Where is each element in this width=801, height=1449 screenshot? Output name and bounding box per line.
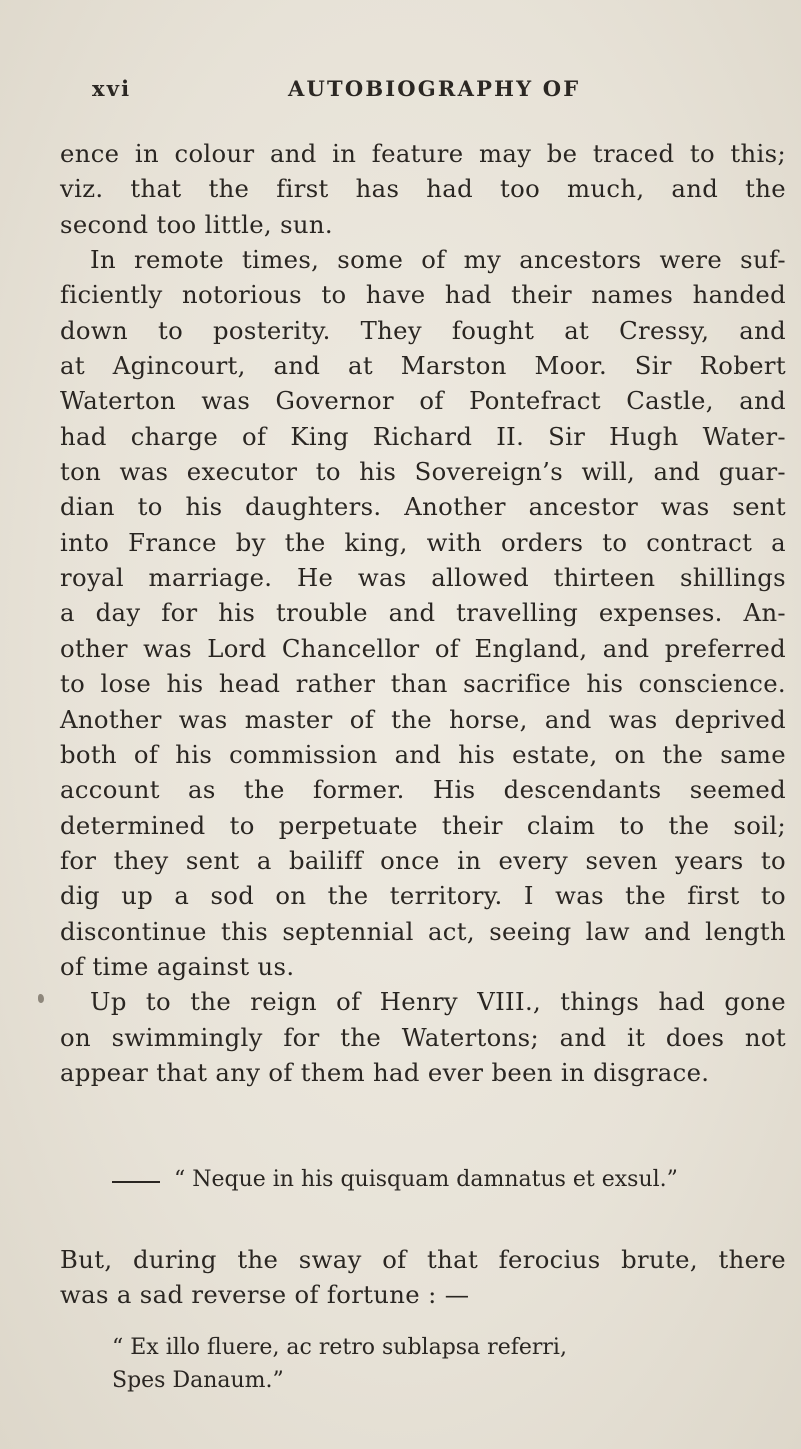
text-line: a day for his trouble and travelling expenses. An- [60,598,786,628]
text-line: ton was executor to his Sovereign’s will, and guar- [60,457,786,487]
page-number: xvi [92,76,132,101]
text-line: down to posterity. They fought at Cressy, and [60,315,786,345]
text-line: But, during the sway of that ferocius brute, there [60,1245,786,1274]
running-head [92,76,712,106]
running-title: AUTOBIOGRAPHY OF [288,76,581,101]
text-line: Another was master of the horse, and was deprived [60,704,786,734]
text-line: Waterton was Governor of Pontefract Castle, and [60,386,786,416]
text-line: dian to his daughters. Another ancestor was sent [60,492,786,522]
text-line: was a sad reverse of fortune : — [60,1280,470,1310]
text-line: In remote times, some of my ancestors were suf- [90,245,786,275]
text-line: discontinue this septennial act, seeing law and length [60,916,786,946]
body-text-continued [60,1242,786,1313]
text-line: to lose his head rather than sacrifice his conscience. [60,669,786,699]
text-line: ficiently notorious to have had their names handed [60,280,786,310]
ink-speck [38,994,44,1003]
text-line: dig up a sod on the territory. I was the first to [60,881,786,911]
quotation-line: “ Ex illo fluere, ac retro sublapsa referri, [112,1335,567,1360]
text-line: at Agincourt, and at Marston Moor. Sir Robert [60,351,786,381]
text-line: Up to the reign of Henry VIII., things had gone [90,987,786,1017]
text-line: on swimmingly for the Watertons; and it does not [60,1022,786,1052]
text-line: second too little, sun. [60,209,333,239]
latin-quotation [112,1167,792,1192]
text-line: ence in colour and in feature may be traced to this; [60,139,786,168]
text-line: had charge of King Richard II. Sir Hugh Water- [60,421,786,451]
text-line: both of his commission and his estate, on the same [60,739,786,769]
latin-quotation-virgil [112,1331,792,1397]
quotation-text: “ Neque in his quisquam damnatus et exsul.” [174,1167,678,1192]
text-line: viz. that the first has had too much, and the [60,174,786,204]
text-line: of time against us. [60,951,295,981]
body-text [60,136,786,1090]
text-line: account as the former. His descendants seemed [60,775,786,805]
text-line: royal marriage. He was allowed thirteen shillings [60,563,786,593]
text-line: appear that any of them had ever been in disgrace. [60,1057,710,1087]
quotation-dash [112,1181,160,1183]
text-line: other was Lord Chancellor of England, and preferred [60,633,786,663]
text-line: for they sent a bailiff once in every seven years to [60,845,786,875]
text-line: determined to perpetuate their claim to the soil; [60,810,786,840]
quotation-line: Spes Danaum.” [112,1368,284,1393]
text-line: into France by the king, with orders to contract a [60,527,786,557]
